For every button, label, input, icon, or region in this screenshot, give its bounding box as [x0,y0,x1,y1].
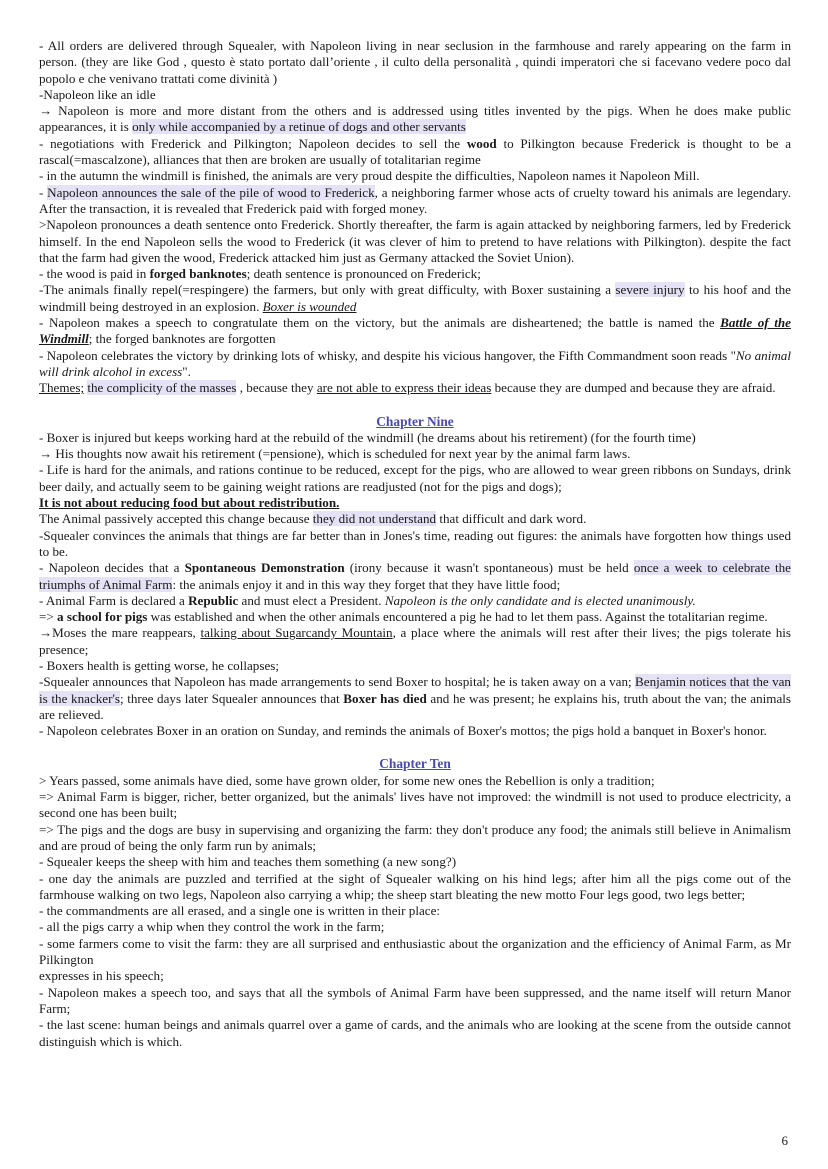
paragraph: => a school for pigs was established and when the other animals encountered a pig he had to let them pass. Against the totalitarian regime. [39,609,768,625]
paragraph: -Squealer convinces the animals that things are far better than in Jones's time, reading out figures: the animals have forgotten how things used to be. [39,527,791,559]
paragraph: →Moses the mare reappears, talking about Sugarcandy Mountain, a place where the animals will rest after their lives; the pigs tolerate his presence; [39,625,791,657]
paragraph: - Napoleon makes a speech too, and says that all the symbols of Animal Farm have been suppressed, and the name itself will return Manor Farm; [39,984,791,1016]
paragraph: - Boxer is injured but keeps working hard at the rebuild of the windmill (he dreams about his retirement) (for the fourth time) [39,429,696,445]
paragraph: - Life is hard for the animals, and rations continue to be reduced, except for the pigs, who are allowed to wear green ribbons on Sundays, drink beer daily, and actually seem to be gaining weight rations are readjusted (not for the pigs and dogs); [39,462,791,494]
highlight: they did not understand [312,511,437,527]
paragraph: - Animal Farm is declared a Republic and must elect a President. Napoleon is the only candidate and is elected unanimously. [39,592,696,608]
paragraph: - the wood is paid in forged banknotes; death sentence is pronounced on Frederick; [39,266,481,282]
paragraph: - Napoleon announces the sale of the pile of wood to Frederick, a neighboring farmer whose acts of cruelty toward his animals are legendary. After the transaction, it is revealed that Frederick paid with forged money. [39,184,792,216]
paragraph: - the last scene: human beings and animals quarrel over a game of cards, and the animals who are looking at the scene from the outside cannot distinguish which is which. [39,1017,791,1049]
paragraph: -Squealer announces that Napoleon has made arrangements to send Boxer to hospital; he is taken away on a van; Benjamin notices that the van is the knacker's; three days later Squealer announces that Boxer has died and he was present; he explains his, truth about the van; the animals are relieved. [39,674,791,722]
paragraph: → His thoughts now await his retirement (=pensione), which is scheduled for next year by the animal farm laws. [39,446,631,462]
highlight: once a week to celebrate the triumphs of Animal Farm [39,560,791,592]
paragraph: -Napoleon like an idle [39,86,156,102]
paragraph: - Napoleon celebrates the victory by drinking lots of whisky, and despite his vicious hangover, the Fifth Commandment soon reads "No animal will drink alcohol in excess". [39,347,791,379]
paragraph: - negotiations with Frederick and Pilkington; Napoleon decides to sell the wood to Pilkington because Frederick is thought to be a rascal(=mascalzone), alliances that then are broken are usually of totalitarian regime [39,135,791,168]
paragraph: expresses in his speech; [39,968,164,984]
paragraph: - all the pigs carry a whip when they control the work in the farm; [39,919,385,935]
paragraph: => Animal Farm is bigger, richer, better organized, but the animals' lives have not improved: the windmill is not used to produce electricity, a second one has been built; [39,789,791,821]
paragraph: - Napoleon celebrates Boxer in an oration on Sunday, and reminds the animals of Boxer's mottos; the pigs hold a banquet in Boxer's honor. [39,723,767,739]
paragraph: - some farmers come to visit the farm: they are all surprised and enthusiastic about the organization and the efficiency of Animal Farm, as Mr Pilkington [39,935,791,968]
paragraph: Themes; the complicity of the masses , because they are not able to express their ideas because they are dumped and because they are afraid. [39,380,776,396]
paragraph: - Boxers health is getting worse, he collapses; [39,657,279,673]
paragraph: - one day the animals are puzzled and terrified at the sight of Squealer walking on his hind legs; after him all the pigs come out of the farmhouse walking on two legs, Napoleon also carrying a whip; the sheep start bleating the new motto Four legs good, two legs better; [39,870,791,902]
paragraph: - All orders are delivered through Squealer, with Napoleon living in near seclusion in the farmhouse and rarely appearing on the farm in person. (they are like God , questo è stato portato dall’oriente , il culto della personalità , quindi imperatori che si facevano vedere poco dal popolo e che venivano trattati come divinità ) [39,38,791,86]
highlight: severe injury [615,282,685,298]
paragraph: => The pigs and the dogs are busy in supervising and organizing the farm: they don't produce any food; the animals still believe in Animalism and are proud of being the only farm run by animals; [39,821,791,853]
paragraph: - Napoleon makes a speech to congratulate them on the victory, but the animals are disheartened; the battle is named the Battle of the Windmill; the forged banknotes are forgotten [39,315,791,347]
paragraph: >Napoleon pronounces a death sentence onto Frederick. Shortly thereafter, the farm is again attacked by neighboring farmers, led by Frederick himself. In the end Napoleon sells the wood to Frederick (it was clever of him to pretend to have relations with Pilkington). despite the fact that the farm had given the wood, Frederick attacked him just as Germany attacked the Soviet Union). [39,217,791,265]
paragraph: It is not about reducing food but about redistribution. [39,495,340,511]
paragraph: - the commandments are all erased, and a single one is written in their place: [39,903,441,919]
highlight: the complicity of the masses [87,380,237,396]
page-number: 6 [781,1133,788,1148]
paragraph: > Years passed, some animals have died, some have grown older, for some new ones the Rebellion is only a tradition; [39,772,655,788]
paragraph: → Napoleon is more and more distant from the others and is addressed using titles invented by the pigs. When he does make public appearances, it is only while accompanied by a retinue of dogs and other servants [39,103,791,135]
paragraph: The Animal passively accepted this change because they did not understand that difficult and dark word. [39,511,587,527]
page-content [39,38,791,1050]
paragraph: - Squealer keeps the sheep with him and teaches them something (a new song?) [39,854,457,870]
paragraph: - Napoleon decides that a Spontaneous Demonstration (irony because it wasn't spontaneous) must be held once a week to celebrate the triumphs of Animal Farm: the animals enjoy it and in this way they forget that they have little food; [39,560,791,592]
paragraph: -The animals finally repel(=respingere) the farmers, but only with great difficulty, with Boxer sustaining a severe injury to his hoof and the windmill being destroyed in an explosion. Boxer is wounded [39,282,791,314]
paragraph: - in the autumn the windmill is finished, the animals are very proud despite the difficulties, Napoleon names it Napoleon Mill. [39,168,700,184]
chapter-ten-heading: Chapter Ten [379,756,451,772]
highlight: Napoleon announces the sale of the pile of wood to Frederick [47,184,375,200]
chapter-nine-heading: Chapter Nine [376,413,454,429]
highlight: only while accompanied by a retinue of dogs and other servants [132,119,466,135]
highlight: Benjamin notices that the van is the knacker's [39,674,791,706]
